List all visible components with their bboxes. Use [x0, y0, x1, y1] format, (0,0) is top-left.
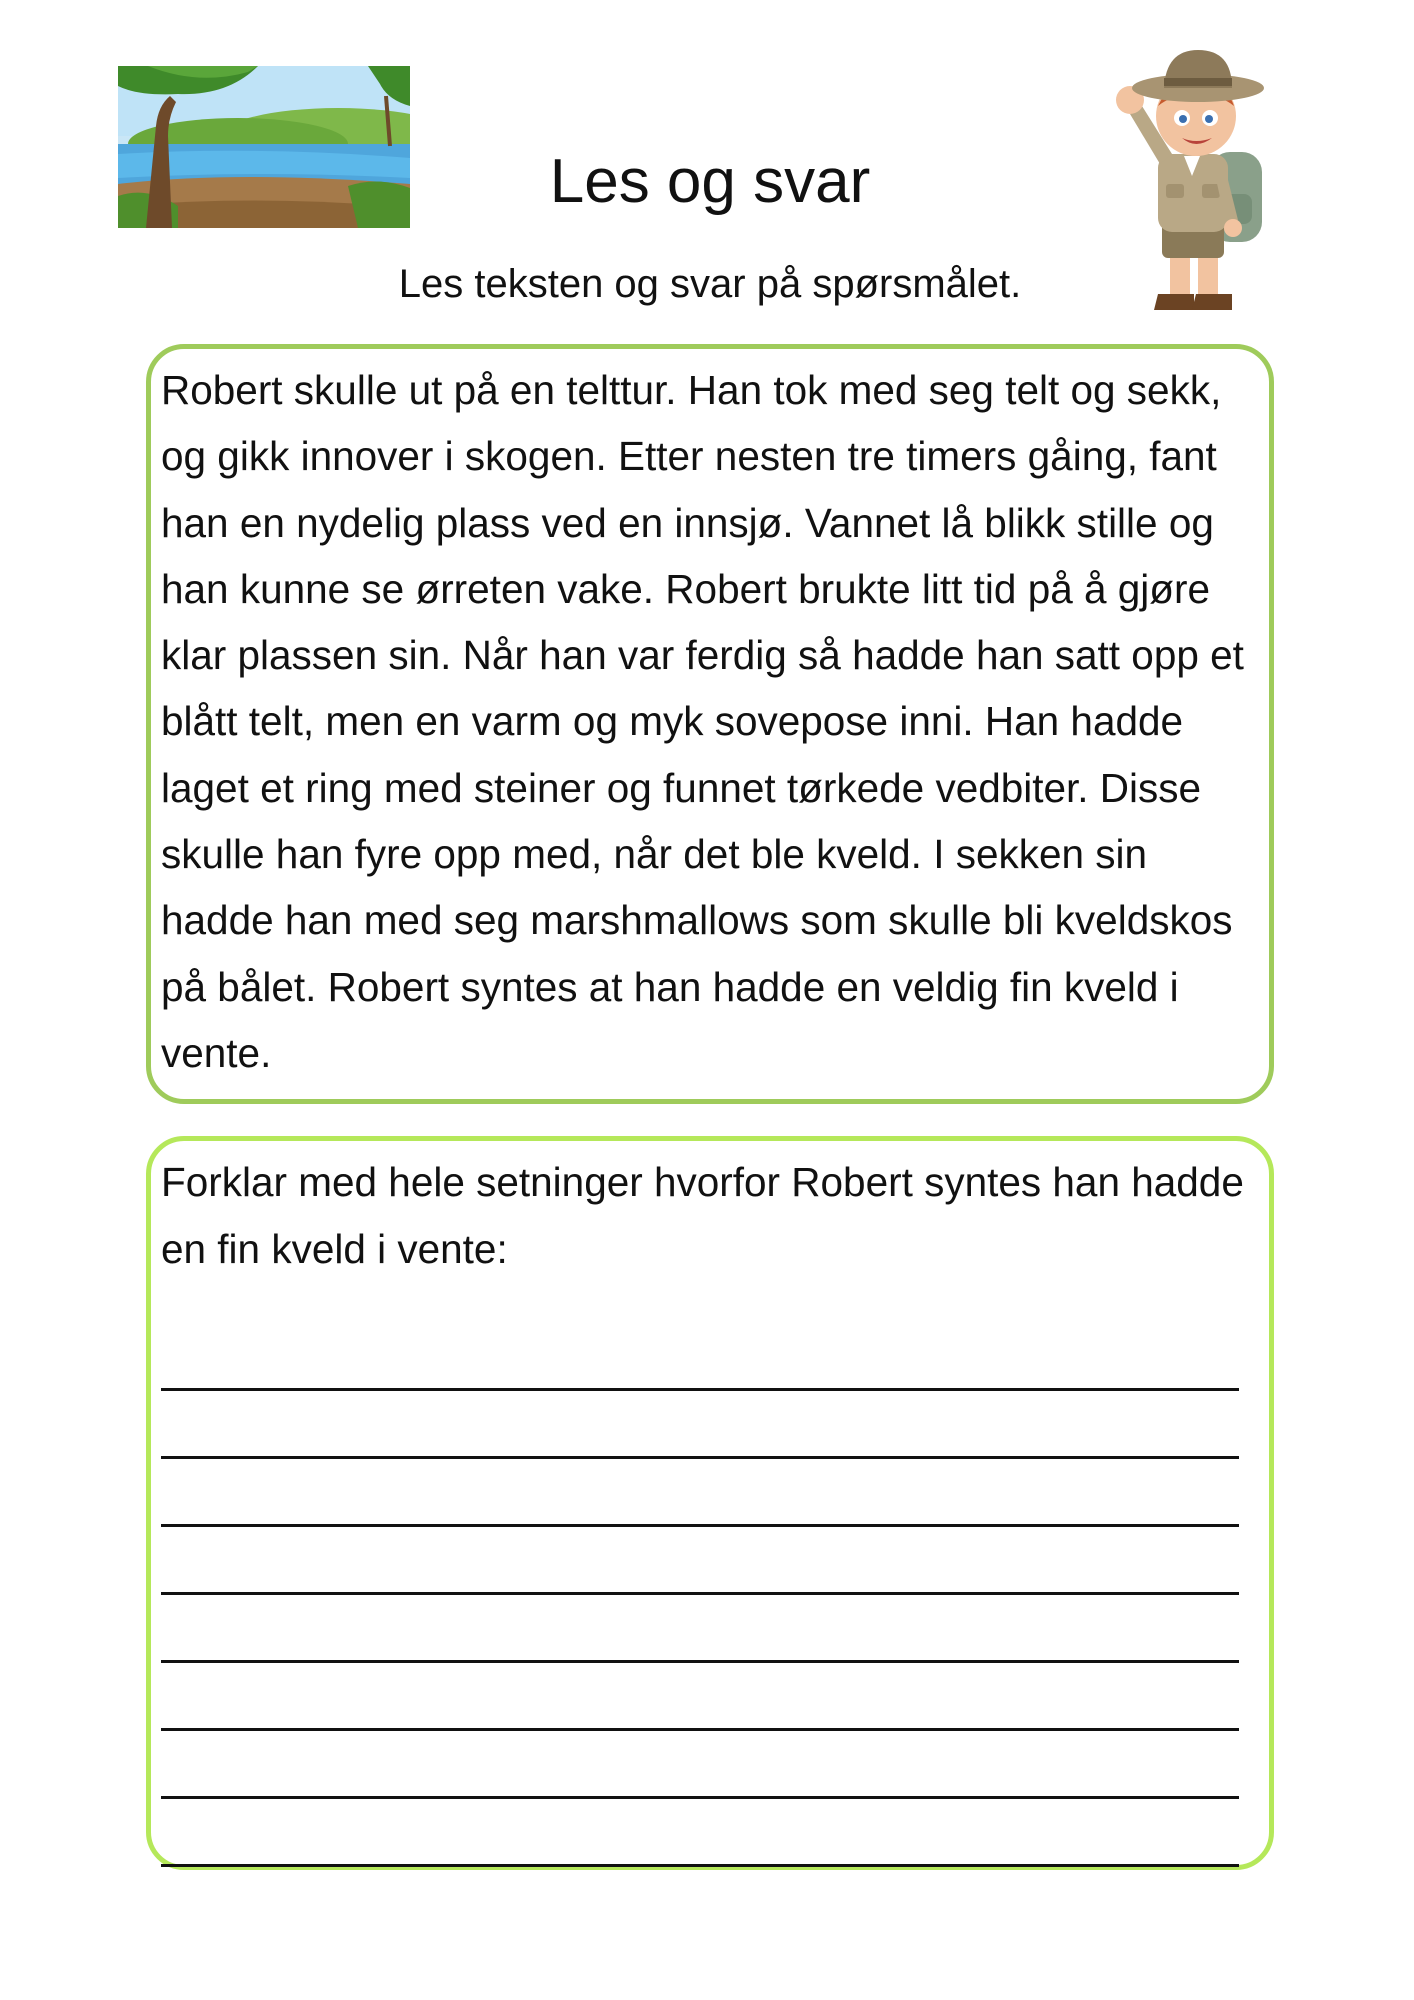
answer-lines	[161, 1323, 1255, 1867]
story-text: Robert skulle ut på en telttur. Han tok med seg telt og sekk, og gikk innover i skogen. Etter nesten tre timers gåing, fant han en nydelig plass ved en innsjø. Vannet lå blikk stille og han kunne se ørreten vake. Robert brukte litt tid på å gjøre klar plassen sin. Når han var ferdig så hadde han satt opp et blått telt, men en varm og myk sovepose inni. Han hadde laget et ring med steiner og funnet tørkede vedbiter. Disse skulle han fyre opp med, når det ble kveld. I sekken sin hadde han med seg marshmallows som skulle bli kveldskos på bålet. Robert syntes at han hadde en veldig fin kveld i vente.	[161, 367, 1244, 1076]
story-box	[146, 344, 1274, 1104]
page-subtitle: Les teksten og svar på spørsmålet.	[398, 262, 1022, 306]
answer-line[interactable]	[161, 1799, 1239, 1867]
answer-line[interactable]	[161, 1459, 1239, 1527]
question-box	[146, 1136, 1274, 1870]
answer-line[interactable]	[161, 1663, 1239, 1731]
answer-line[interactable]	[161, 1527, 1239, 1595]
page-title: Les og svar	[549, 147, 871, 216]
answer-line[interactable]	[161, 1595, 1239, 1663]
answer-line[interactable]	[161, 1391, 1239, 1459]
question-prompt: Forklar med hele setninger hvorfor Robert syntes han hadde en fin kveld i vente:	[161, 1159, 1244, 1272]
answer-line[interactable]	[161, 1323, 1239, 1391]
boy-explorer-icon	[1100, 44, 1296, 320]
answer-line[interactable]	[161, 1731, 1239, 1799]
